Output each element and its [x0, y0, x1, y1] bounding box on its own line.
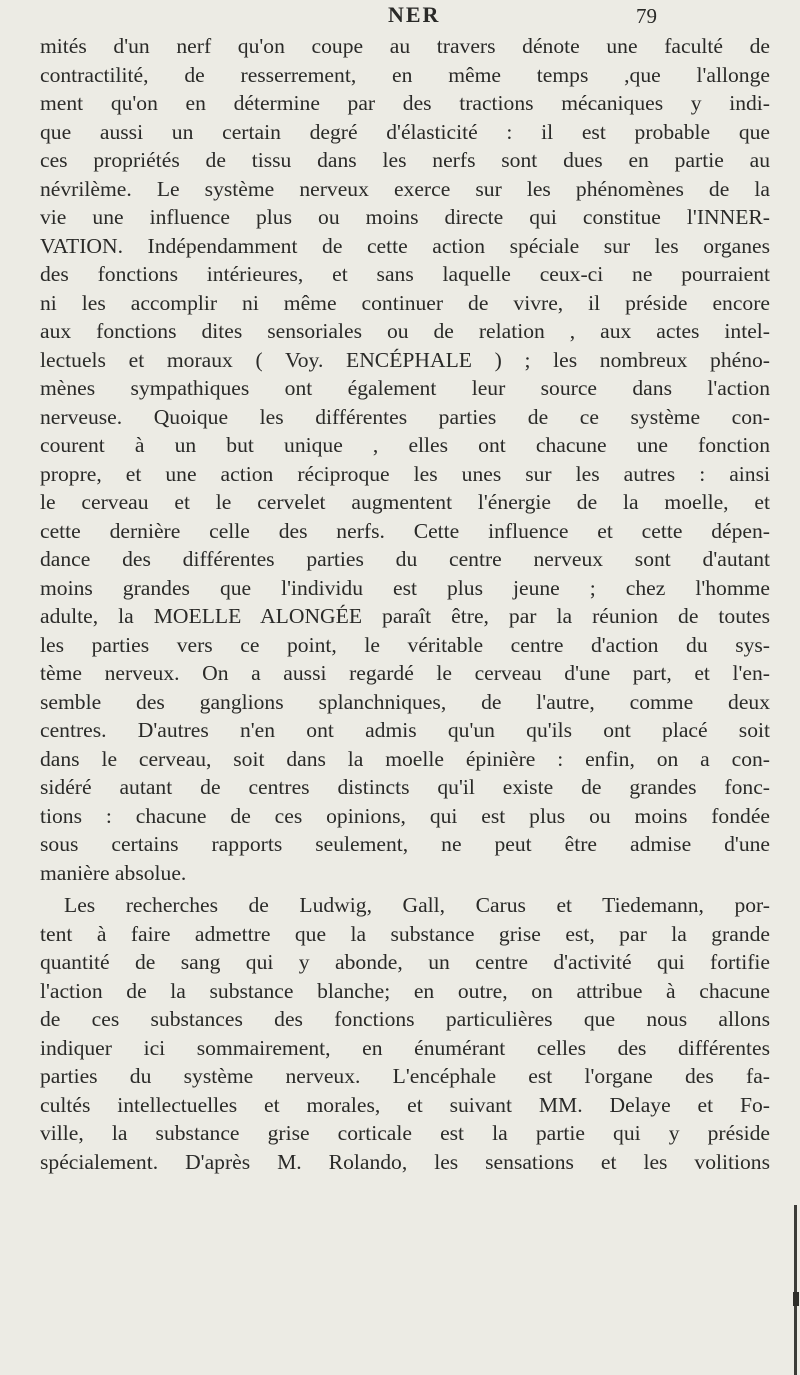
text-line: centres. D'autres n'en ont admis qu'un qu'ils ont placé soit: [40, 718, 770, 742]
text-line: névrilème. Le système nerveux exerce sur les phénomènes de la: [40, 176, 770, 201]
text-line: l'action de la substance blanche; en outre, on attribue à chacune: [40, 978, 770, 1003]
paragraph-2: [40, 891, 770, 1176]
text-line: vie une influence plus ou moins directe qui constitue l'INNER-: [40, 205, 770, 229]
text-line: sous certains rapports seulement, ne peut être admise d'une: [40, 832, 770, 856]
text-line: indiquer ici sommairement, en énumérant celles des différentes: [40, 1035, 770, 1060]
text-line: manière absolue.: [40, 860, 187, 885]
text-line: lectuels et moraux ( Voy. ENCÉPHALE ) ; les nombreux phéno-: [40, 347, 770, 372]
text-line: ces propriétés de tissu dans les nerfs sont dues en partie au: [40, 148, 770, 172]
text-line: des fonctions intérieures, et sans laquelle ceux-ci ne pourraient: [40, 262, 770, 286]
text-line: sidéré autant de centres distincts qu'il existe de grandes fonc-: [40, 775, 770, 799]
text-line: ni les accomplir ni même continuer de vivre, il préside encore: [40, 290, 770, 315]
text-line: parties du système nerveux. L'encéphale est l'organe des fa-: [40, 1064, 770, 1088]
paragraph-1: [40, 32, 770, 887]
page-edge-tick: [793, 1292, 799, 1306]
text-line: tions : chacune de ces opinions, qui est plus ou moins fondée: [40, 803, 770, 828]
text-line: les parties vers ce point, le véritable centre d'action du sys-: [40, 632, 770, 657]
text-line: de ces substances des fonctions particulières que nous allons: [40, 1007, 770, 1031]
text-line: dance des différentes parties du centre nerveux sont d'autant: [40, 547, 770, 571]
text-line: cultés intellectuelles et morales, et suivant MM. Delaye et Fo-: [40, 1092, 770, 1117]
text-line: nerveuse. Quoique les différentes parties de ce système con-: [40, 404, 770, 429]
text-line: cette dernière celle des nerfs. Cette influence et cette dépen-: [40, 518, 770, 543]
text-line: tent à faire admettre que la substance grise est, par la grande: [40, 921, 770, 946]
text-line: mités d'un nerf qu'on coupe au travers dénote une faculté de: [40, 34, 770, 58]
text-line: courent à un but unique , elles ont chacune une fonction: [40, 433, 770, 457]
text-line: spécialement. D'après M. Rolando, les sensations et les volitions: [40, 1149, 770, 1174]
running-head: NER: [388, 2, 441, 27]
text-line: adulte, la MOELLE ALONGÉE paraît être, par la réunion de toutes: [40, 604, 770, 628]
body-text: [40, 32, 770, 1176]
text-line: Les recherches de Ludwig, Gall, Carus et Tiedemann, por-: [64, 893, 770, 917]
text-line: dans le cerveau, soit dans la moelle épinière : enfin, on a con-: [40, 746, 770, 771]
text-line: contractilité, de resserrement, en même temps ,que l'allonge: [40, 62, 770, 87]
text-line: moins grandes que l'individu est plus jeune ; chez l'homme: [40, 575, 770, 600]
text-line: propre, et une action réciproque les unes sur les autres : ainsi: [40, 461, 770, 486]
text-line: que aussi un certain degré d'élasticité : il est probable que: [40, 119, 770, 144]
text-line: ment qu'on en détermine par des tractions mécaniques y indi-: [40, 91, 770, 115]
text-line: le cerveau et le cervelet augmentent l'énergie de la moelle, et: [40, 490, 770, 514]
text-line: semble des ganglions splanchniques, de l'autre, comme deux: [40, 689, 770, 714]
text-line: quantité de sang qui y abonde, un centre d'activité qui fortifie: [40, 950, 770, 974]
page-number: 79: [636, 4, 657, 28]
text-line: VATION. Indépendamment de cette action spéciale sur les organes: [40, 233, 770, 258]
text-line: aux fonctions dites sensoriales ou de relation , aux actes intel-: [40, 319, 770, 343]
text-line: ville, la substance grise corticale est la partie qui y préside: [40, 1121, 770, 1145]
text-line: tème nerveux. On a aussi regardé le cerveau d'une part, et l'en-: [40, 661, 770, 685]
text-line: mènes sympathiques ont également leur source dans l'action: [40, 376, 770, 400]
